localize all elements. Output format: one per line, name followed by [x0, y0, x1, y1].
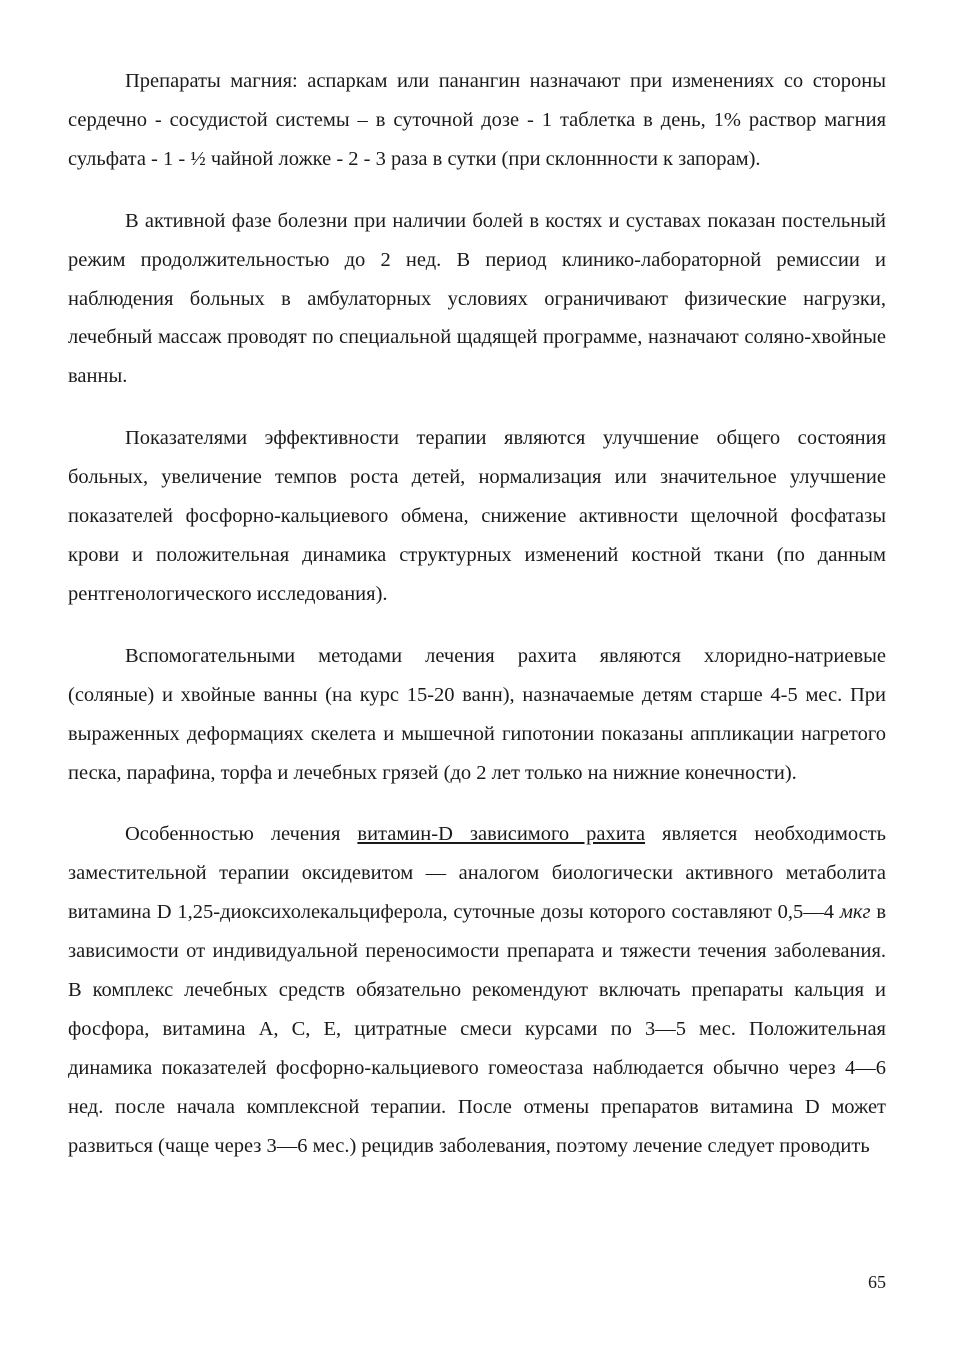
paragraph-text: в зависимости от индивидуальной переносимости препарата и тяжести течения заболевания. В комплекс лечебных средств обязательно рекомендуют включать препараты кальция и фосфора, витамина А, С, Е, цитратные смеси курсами по 3—5 мес. Положительная динамика показателей фосфорно-кальциевого гомеостаза наблюдается обычно через 4—6 нед. после начала комплексной терапии. После отмены препаратов витамина D может развиться (чаще через 3—6 мес.) рецидив заболевания, поэтому лечение следует проводить: [68, 901, 886, 1157]
paragraph-auxiliary-methods: Вспомогательными методами лечения рахита являются хлоридно-натриевые (соляные) и хвойные ванны (на курс 15-20 ванн), назначаемые детям старше 4-5 мес. При выраженных деформациях скелета и мышечной гипотонии показаны аппликации нагретого песка, парафина, торфа и лечебных грязей (до 2 лет только на нижние конечности).: [68, 644, 886, 784]
unit-italic: мкг: [839, 901, 871, 924]
paragraph-active-phase: В активной фазе болезни при наличии болей в костях и суставах показан постельный режим продолжительностью до 2 нед. В период клинико-лабораторной ремиссии и наблюдения больных в амбулаторных условиях ограничивают физические нагрузки, лечебный массаж проводят по специальной щадящей программе, назначают соляно-хвойные ванны.: [68, 209, 886, 388]
page-number: 65: [868, 1272, 886, 1292]
paragraph-vitamin-d-dependent: [68, 815, 886, 1165]
paragraph-efficacy: Показателями эффективности терапии являются улучшение общего состояния больных, увеличение темпов роста детей, нормализация или значительное улучшение показателей фосфорно-кальциевого обмена, снижение активности щелочной фосфатазы крови и положительная динамика структурных изменений костной ткани (по данным рентгенологического исследования).: [68, 427, 886, 605]
paragraph-magnesium: Препараты магния: аспаркам или панангин назначают при изменениях со стороны сердечно - сосудистой системы – в суточной дозе - 1 таблетка в день, 1% раствор магния сульфата - 1 - ½ чайной ложке - 2 - 3 раза в сутки (при склоннности к запорам).: [68, 70, 886, 170]
paragraph-text: Особенностью лечения: [125, 823, 358, 846]
paragraph-text: является необходимость заместительной терапии оксидевитом — аналогом биологически активного метаболита витамина D 1,25-диоксихолекальциферола, суточные дозы которого составляют 0,5—4: [68, 823, 886, 924]
underlined-term-link[interactable]: витамин-D зависимого рахита: [357, 823, 646, 846]
document-body: [68, 62, 886, 1166]
